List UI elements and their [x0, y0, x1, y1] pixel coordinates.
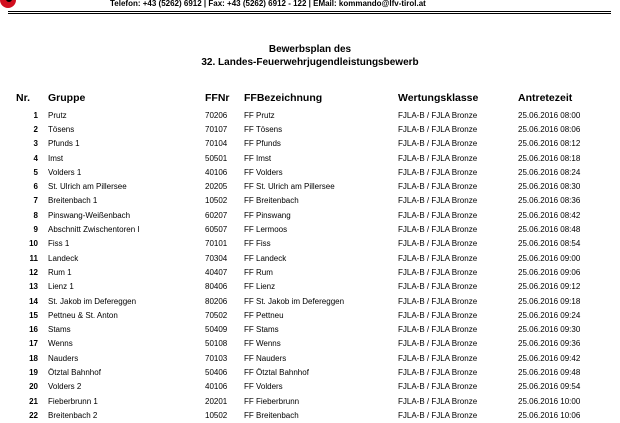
row-antretezeit: 25.06.2016 09:18 — [518, 296, 581, 306]
row-gruppe: St. Ulrich am Pillersee — [48, 182, 127, 192]
row-ffbezeichnung: FF Fieberbrunn — [244, 396, 300, 406]
table-row — [16, 208, 618, 222]
row-antretezeit: 25.06.2016 08:42 — [518, 210, 581, 220]
row-ffnr: 20201 — [205, 396, 228, 406]
row-wertungsklasse: FJLA-B / FJLA Bronze — [398, 310, 478, 320]
document-title-line-1: Bewerbsplan des — [268, 44, 352, 55]
row-ffbezeichnung: FF Landeck — [244, 253, 287, 263]
row-wertungsklasse: FJLA-B / FJLA Bronze — [398, 182, 478, 192]
row-ffnr: 60207 — [205, 210, 228, 220]
table-row — [16, 137, 618, 151]
row-gruppe: Breitenbach 2 — [48, 410, 98, 420]
row-gruppe: Imst — [48, 153, 64, 163]
row-ffbezeichnung: FF Volders — [244, 167, 283, 177]
row-ffnr: 50406 — [205, 367, 228, 377]
table-header-row — [16, 92, 618, 108]
table-row — [16, 251, 618, 265]
row-nr: 1 — [33, 110, 38, 120]
row-gruppe: Volders 2 — [48, 382, 82, 392]
row-ffnr: 40106 — [205, 382, 228, 392]
row-ffbezeichnung: FF Ötztal Bahnhof — [244, 367, 309, 377]
row-ffbezeichnung: FF Imst — [244, 153, 272, 163]
row-ffbezeichnung: FF Pettneu — [244, 310, 284, 320]
row-nr: 9 — [33, 225, 38, 235]
row-ffnr: 70502 — [205, 310, 228, 320]
row-wertungsklasse: FJLA-B / FJLA Bronze — [398, 225, 478, 235]
row-antretezeit: 25.06.2016 08:12 — [518, 139, 581, 149]
row-antretezeit: 25.06.2016 09:48 — [518, 367, 581, 377]
row-ffbezeichnung: FF St. Ulrich am Pillersee — [244, 182, 335, 192]
row-nr: 17 — [29, 339, 38, 349]
table-row — [16, 337, 618, 351]
row-antretezeit: 25.06.2016 09:00 — [518, 253, 581, 263]
row-antretezeit: 25.06.2016 09:30 — [518, 325, 581, 335]
row-gruppe: St. Jakob im Defereggen — [48, 296, 137, 306]
row-wertungsklasse: FJLA-B / FJLA Bronze — [398, 267, 478, 277]
row-ffnr: 70103 — [205, 353, 228, 363]
row-wertungsklasse: FJLA-B / FJLA Bronze — [398, 196, 478, 206]
row-nr: 3 — [33, 139, 38, 149]
row-nr: 6 — [33, 182, 38, 192]
row-ffbezeichnung: FF Rum — [244, 267, 273, 277]
row-gruppe: Pfunds 1 — [48, 139, 80, 149]
row-antretezeit: 25.06.2016 08:30 — [518, 182, 581, 192]
row-ffbezeichnung: FF St. Jakob im Defereggen — [244, 296, 345, 306]
row-nr: 12 — [29, 267, 38, 277]
row-ffnr: 20205 — [205, 182, 228, 192]
lfv-logo — [0, 0, 16, 8]
row-gruppe: Fiss 1 — [48, 239, 70, 249]
row-nr: 19 — [29, 367, 38, 377]
row-antretezeit: 25.06.2016 08:06 — [518, 124, 581, 134]
row-ffnr: 60507 — [205, 225, 228, 235]
table-row — [16, 179, 618, 193]
row-wertungsklasse: FJLA-B / FJLA Bronze — [398, 210, 478, 220]
row-antretezeit: 25.06.2016 10:06 — [518, 410, 581, 420]
row-nr: 16 — [29, 325, 38, 335]
row-nr: 11 — [29, 253, 38, 263]
row-ffnr: 70206 — [205, 110, 228, 120]
row-wertungsklasse: FJLA-B / FJLA Bronze — [398, 296, 478, 306]
table-row — [16, 322, 618, 336]
table-row — [16, 308, 618, 322]
column-header-antretezeit: Antretezeit — [518, 92, 573, 104]
table-row — [16, 237, 618, 251]
document-title-line-2: 32. Landes-Feuerwehrjugendleistungsbewerb — [201, 57, 419, 68]
row-ffbezeichnung: FF Wenns — [244, 339, 281, 349]
row-ffnr: 10502 — [205, 410, 228, 420]
row-wertungsklasse: FJLA-B / FJLA Bronze — [398, 239, 478, 249]
row-gruppe: Breitenbach 1 — [48, 196, 98, 206]
row-gruppe: Volders 1 — [48, 167, 82, 177]
row-antretezeit: 25.06.2016 09:54 — [518, 382, 581, 392]
table-body — [16, 108, 618, 423]
row-wertungsklasse: FJLA-B / FJLA Bronze — [398, 339, 478, 349]
row-wertungsklasse: FJLA-B / FJLA Bronze — [398, 410, 478, 420]
row-ffbezeichnung: FF Nauders — [244, 353, 287, 363]
row-ffbezeichnung: FF Pinswang — [244, 210, 291, 220]
row-ffnr: 80206 — [205, 296, 228, 306]
row-ffnr: 50409 — [205, 325, 228, 335]
row-ffbezeichnung: FF Breitenbach — [244, 410, 299, 420]
row-nr: 20 — [29, 382, 38, 392]
row-ffnr: 50501 — [205, 153, 228, 163]
row-wertungsklasse: FJLA-B / FJLA Bronze — [398, 325, 478, 335]
column-header-nr: Nr. — [16, 92, 31, 104]
row-gruppe: Pinswang-Weißenbach — [48, 210, 131, 220]
table-row — [16, 194, 618, 208]
row-wertungsklasse: FJLA-B / FJLA Bronze — [398, 110, 478, 120]
row-ffnr: 50108 — [205, 339, 228, 349]
row-antretezeit: 25.06.2016 09:42 — [518, 353, 581, 363]
row-ffbezeichnung: FF Lienz — [244, 282, 276, 292]
row-wertungsklasse: FJLA-B / FJLA Bronze — [398, 353, 478, 363]
row-gruppe: Lienz 1 — [48, 282, 74, 292]
row-nr: 8 — [33, 210, 38, 220]
row-ffbezeichnung: FF Fiss — [244, 239, 271, 249]
column-header-wertungsklasse: Wertungsklasse — [398, 92, 479, 104]
row-wertungsklasse: FJLA-B / FJLA Bronze — [398, 282, 478, 292]
row-wertungsklasse: FJLA-B / FJLA Bronze — [398, 139, 478, 149]
row-antretezeit: 25.06.2016 08:36 — [518, 196, 581, 206]
row-nr: 18 — [29, 353, 38, 363]
table-row — [16, 294, 618, 308]
row-gruppe: Pettneu & St. Anton — [48, 310, 118, 320]
row-gruppe: Abschnitt Zwischentoren I — [48, 225, 140, 235]
row-antretezeit: 25.06.2016 09:36 — [518, 339, 581, 349]
row-gruppe: Ötztal Bahnhof — [48, 367, 101, 377]
row-antretezeit: 25.06.2016 08:24 — [518, 167, 581, 177]
table-row — [16, 122, 618, 136]
row-gruppe: Rum 1 — [48, 267, 72, 277]
row-ffbezeichnung: FF Stams — [244, 325, 279, 335]
row-wertungsklasse: FJLA-B / FJLA Bronze — [398, 382, 478, 392]
row-ffnr: 70304 — [205, 253, 228, 263]
row-nr: 5 — [33, 167, 38, 177]
row-antretezeit: 25.06.2016 09:06 — [518, 267, 581, 277]
row-wertungsklasse: FJLA-B / FJLA Bronze — [398, 396, 478, 406]
row-ffnr: 10502 — [205, 196, 228, 206]
row-wertungsklasse: FJLA-B / FJLA Bronze — [398, 167, 478, 177]
row-wertungsklasse: FJLA-B / FJLA Bronze — [398, 153, 478, 163]
row-ffnr: 40407 — [205, 267, 228, 277]
row-gruppe: Prutz — [48, 110, 67, 120]
row-antretezeit: 25.06.2016 10:00 — [518, 396, 581, 406]
header-rule-second — [8, 13, 611, 14]
row-ffbezeichnung: FF Prutz — [244, 110, 275, 120]
row-nr: 22 — [29, 410, 38, 420]
table-row — [16, 280, 618, 294]
row-antretezeit: 25.06.2016 08:18 — [518, 153, 581, 163]
row-nr: 21 — [29, 396, 38, 406]
row-nr: 14 — [29, 296, 38, 306]
contact-line: Telefon: +43 (5262) 6912 | Fax: +43 (5262) 6912 - 122 | EMail: kommando@lfv-tirol.at — [110, 0, 426, 8]
table-row — [16, 151, 618, 165]
table-row — [16, 408, 618, 422]
row-ffnr: 70101 — [205, 239, 228, 249]
row-ffbezeichnung: FF Pfunds — [244, 139, 281, 149]
row-antretezeit: 25.06.2016 09:12 — [518, 282, 581, 292]
row-ffbezeichnung: FF Breitenbach — [244, 196, 299, 206]
table-row — [16, 265, 618, 279]
table-row — [16, 165, 618, 179]
row-ffbezeichnung: FF Volders — [244, 382, 283, 392]
row-ffnr: 40106 — [205, 167, 228, 177]
row-nr: 7 — [33, 196, 38, 206]
row-ffbezeichnung: FF Lermoos — [244, 225, 288, 235]
row-gruppe: Stams — [48, 325, 71, 335]
row-gruppe: Wenns — [48, 339, 73, 349]
row-nr: 15 — [29, 310, 38, 320]
row-wertungsklasse: FJLA-B / FJLA Bronze — [398, 367, 478, 377]
row-gruppe: Landeck — [48, 253, 79, 263]
row-nr: 4 — [33, 153, 38, 163]
header-rule — [8, 11, 611, 12]
row-antretezeit: 25.06.2016 08:48 — [518, 225, 581, 235]
table-row — [16, 365, 618, 379]
row-wertungsklasse: FJLA-B / FJLA Bronze — [398, 253, 478, 263]
column-header-ffnr: FFNr — [205, 92, 230, 104]
row-nr: 13 — [29, 282, 38, 292]
row-nr: 2 — [33, 124, 38, 134]
table-row — [16, 108, 618, 122]
table-row — [16, 380, 618, 394]
row-gruppe: Fieberbrunn 1 — [48, 396, 98, 406]
row-ffnr: 80406 — [205, 282, 228, 292]
row-nr: 10 — [29, 239, 38, 249]
schedule-table — [16, 92, 618, 423]
table-row — [16, 222, 618, 236]
row-antretezeit: 25.06.2016 09:24 — [518, 310, 581, 320]
row-antretezeit: 25.06.2016 08:00 — [518, 110, 581, 120]
column-header-ffbezeichnung: FFBezeichnung — [244, 92, 323, 104]
row-ffnr: 70104 — [205, 139, 228, 149]
row-gruppe: Nauders — [48, 353, 79, 363]
row-gruppe: Tösens — [48, 124, 75, 134]
row-antretezeit: 25.06.2016 08:54 — [518, 239, 581, 249]
logo-emblem-icon — [6, 0, 12, 2]
table-row — [16, 394, 618, 408]
table-row — [16, 351, 618, 365]
row-ffnr: 70107 — [205, 124, 228, 134]
row-wertungsklasse: FJLA-B / FJLA Bronze — [398, 124, 478, 134]
row-ffbezeichnung: FF Tösens — [244, 124, 283, 134]
column-header-gruppe: Gruppe — [48, 92, 86, 104]
